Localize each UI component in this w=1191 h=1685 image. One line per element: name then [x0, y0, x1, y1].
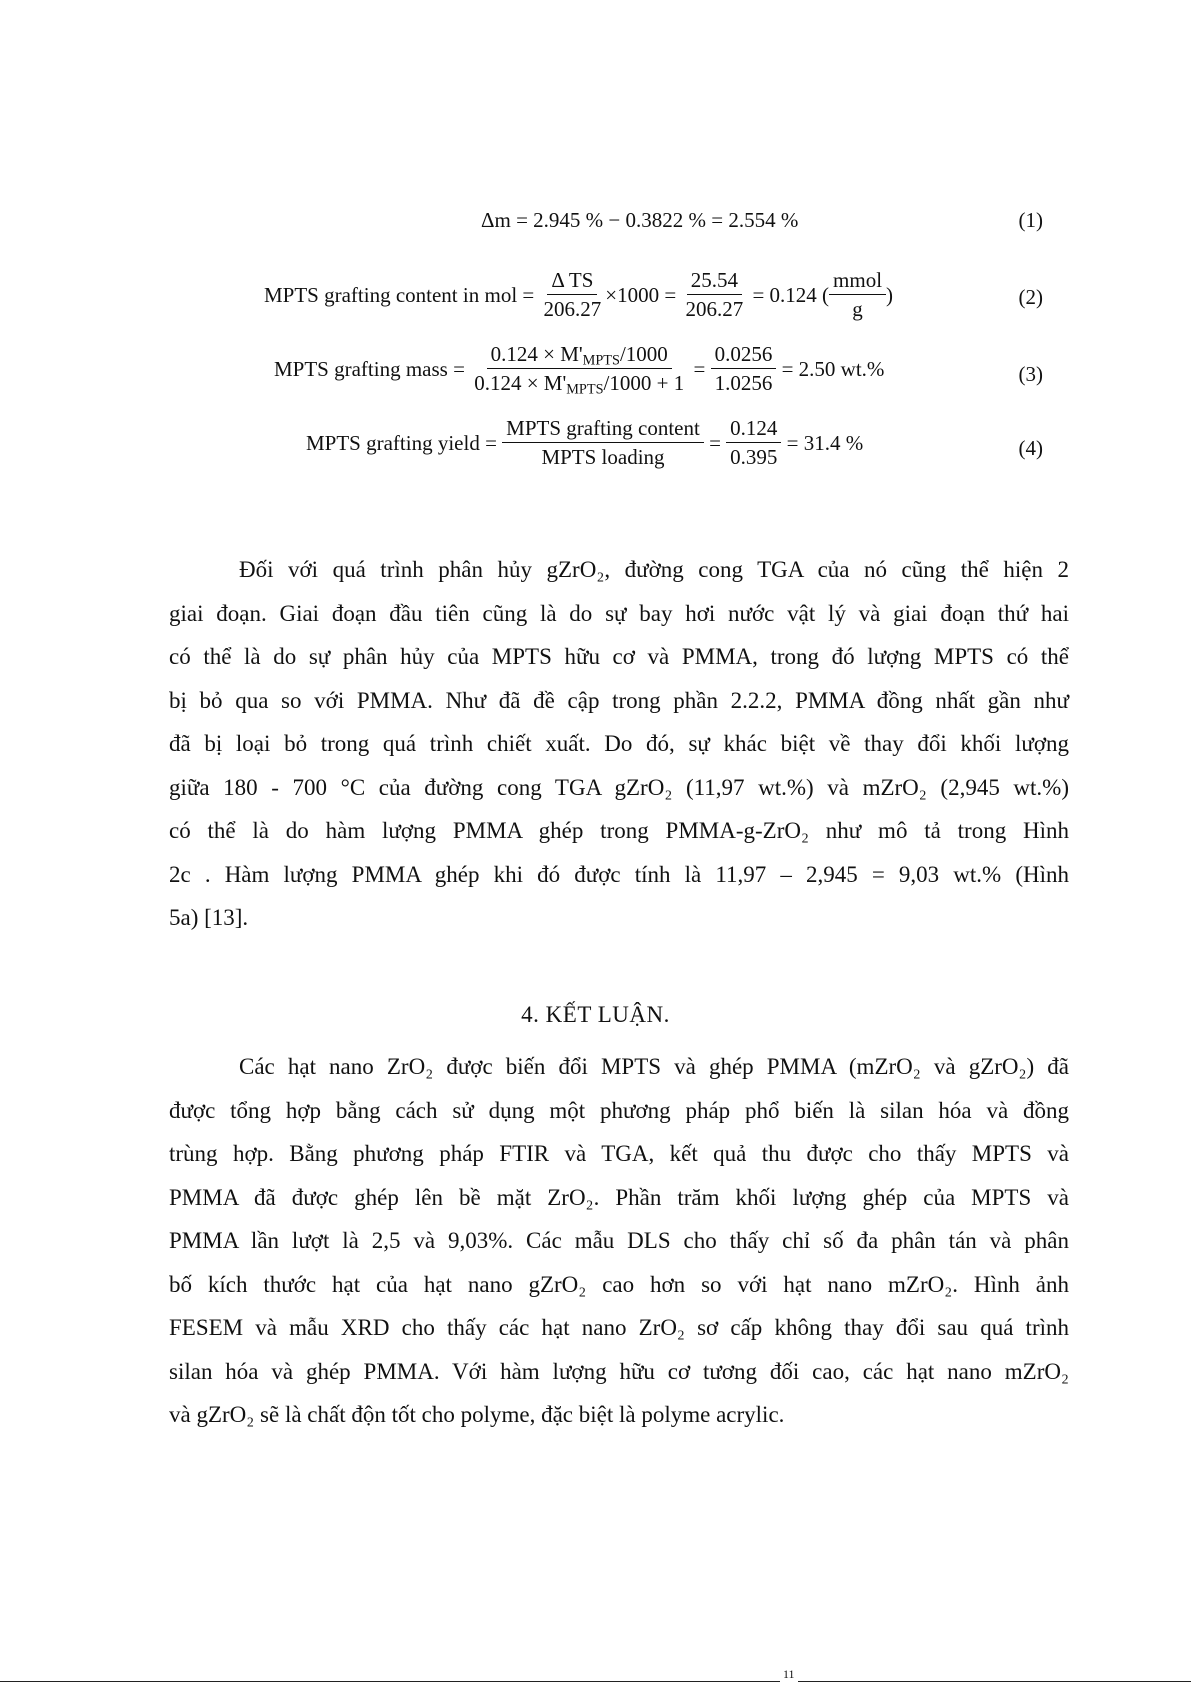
equation-3: [0, 344, 1191, 404]
equation-2-number: (2): [1018, 285, 1043, 309]
paragraph-line: có thể là do sự phân hủy của MPTS hữu cơ và PMMA, trong đó lượng MPTS có thể: [169, 644, 1069, 669]
equation-3-fraction-1-numerator: [487, 344, 672, 369]
equation-2-fraction-1: [540, 270, 606, 320]
equation-3-f1-num-part-b: /1000: [619, 342, 668, 366]
equation-3-fraction-1: [470, 342, 688, 398]
paragraph-line: bị bỏ qua so với PMMA. Như đã đề cập trong phần 2.2.2, PMMA đồng nhất gần như: [169, 687, 1069, 713]
equation-4-lhs: MPTS grafting yield =: [306, 430, 497, 455]
equation-3-equals: =: [693, 356, 706, 381]
equation-2-fraction-2-denominator: 206.27: [685, 297, 744, 321]
equation-4-fraction-2: [726, 418, 781, 468]
equation-3-f1-den-part-a: 0.124 × M': [474, 371, 567, 395]
section-heading: 4. KẾT LUẬN.: [521, 1002, 670, 1027]
equation-4-equals: =: [709, 430, 721, 455]
equation-3-f1-den-part-b: /1000 + 1: [603, 371, 685, 395]
equation-2-multiplier: ×1000 =: [605, 282, 677, 307]
equation-2-unit-denominator: g: [852, 297, 863, 321]
footer-rule: [0, 1681, 1191, 1682]
equation-3-fraction-2-numerator: 0.0256: [711, 344, 777, 369]
paragraph-line: được tổng hợp bằng cách sử dụng một phương pháp phổ biến là silan hóa và đồng: [169, 1097, 1069, 1123]
equation-4: [0, 418, 1191, 478]
equation-2-fraction-1-numerator: Δ TS: [547, 270, 597, 295]
paragraph-line: PMMA lần lượt là 2,5 và 9,03%. Các mẫu DLS cho thấy chỉ số đa phân tán và phân: [169, 1228, 1069, 1253]
equation-2-unit: [829, 270, 886, 320]
equation-2: [0, 270, 1191, 330]
equation-4-expression: [306, 418, 863, 468]
paragraph-line: bố kích thước hạt của hạt nano gZrO₂ cao hơn so với hạt nano mZrO₂. Hình ảnh: [169, 1271, 1069, 1297]
paragraph-line: giữa 180 - 700 °C của đường cong TGA gZrO₂ (11,97 wt.%) và mZrO₂ (2,945 wt.%): [169, 774, 1069, 800]
paragraph-conclusion: [169, 1045, 1069, 1437]
paragraph-line: giai đoạn. Giai đoạn đầu tiên cũng là do sự bay hơi nước vật lý và giai đoạn thứ hai: [169, 600, 1069, 626]
equation-3-fraction-2-denominator: 1.0256: [714, 371, 773, 395]
paragraph-line: đã bị loại bỏ trong quá trình chiết xuất. Do đó, sự khác biệt về thay đổi khối lượng: [169, 731, 1069, 756]
paragraph-line: 2c . Hàm lượng PMMA ghép khi đó được tính là 11,97 – 2,945 = 9,03 wt.% (Hình: [169, 861, 1069, 887]
equation-3-f1-den-subscript: MPTS: [566, 381, 604, 398]
paragraph-line: FESEM và mẫu XRD cho thấy các hạt nano ZrO₂ sơ cấp không thay đổi sau quá trình: [169, 1315, 1069, 1340]
equation-3-fraction-2: [711, 344, 777, 394]
page-number: 11: [780, 1667, 798, 1682]
equation-4-fraction-2-denominator: 0.395: [730, 445, 778, 469]
equation-1-expression: Δm = 2.945 % − 0.3822 % = 2.554 %: [481, 208, 799, 232]
equation-3-f1-num-subscript: MPTS: [582, 352, 620, 369]
equation-3-f1-num-part-a: 0.124 × M': [490, 342, 583, 366]
equation-3-expression: [274, 342, 885, 398]
equation-3-lhs: MPTS grafting mass =: [274, 356, 465, 381]
equation-4-result: = 31.4 %: [786, 430, 864, 455]
equation-3-fraction-1-denominator: [470, 369, 688, 398]
paragraph-line: có thể là do hàm lượng PMMA ghép trong PMMA-g-ZrO₂ như mô tả trong Hình: [169, 818, 1069, 843]
paragraph-line: silan hóa và ghép PMMA. Với hàm lượng hữu cơ tương đối cao, các hạt nano mZrO₂: [169, 1358, 1069, 1384]
equation-2-fraction-1-denominator: 206.27: [543, 297, 602, 321]
equation-2-lhs: MPTS grafting content in mol =: [264, 282, 535, 307]
equation-1: [0, 210, 1191, 270]
equation-3-result: = 2.50 wt.%: [781, 356, 885, 381]
paragraph-line: trùng hợp. Bằng phương pháp FTIR và TGA, kết quả thu được cho thấy MPTS và: [169, 1141, 1069, 1166]
equation-1-number: (1): [1018, 208, 1043, 232]
equation-4-fraction-1: [502, 418, 704, 468]
paragraph-line: Các hạt nano ZrO₂ được biến đổi MPTS và ghép PMMA (mZrO₂ và gZrO₂) đã: [239, 1054, 1069, 1079]
equation-2-fraction-2: [681, 270, 747, 320]
equation-4-fraction-2-numerator: 0.124: [726, 418, 781, 443]
page-footer: [0, 1667, 1191, 1685]
paragraph-tga-discussion: [169, 548, 1069, 940]
paragraph-line: PMMA đã được ghép lên bề mặt ZrO₂. Phần trăm khối lượng ghép của MPTS và: [169, 1184, 1069, 1210]
paragraph-line: 5a) [13].: [169, 905, 249, 930]
equation-4-number: (4): [1018, 436, 1043, 460]
equation-2-fraction-2-numerator: 25.54: [687, 270, 742, 295]
paragraph-line: và gZrO₂ sẽ là chất độn tốt cho polyme, đặc biệt là polyme acrylic.: [169, 1402, 785, 1427]
equation-2-close: ): [886, 282, 894, 307]
equation-4-fraction-1-denominator: MPTS loading: [541, 445, 665, 469]
equation-2-unit-numerator: mmol: [829, 270, 886, 295]
equation-2-result: = 0.124 (: [752, 282, 830, 307]
paragraph-line: Đối với quá trình phân hủy gZrO₂, đường cong TGA của nó cũng thể hiện 2: [239, 557, 1069, 582]
equation-4-fraction-1-numerator: MPTS grafting content: [502, 418, 704, 443]
equation-2-expression: [264, 270, 893, 320]
equation-3-number: (3): [1018, 362, 1043, 386]
